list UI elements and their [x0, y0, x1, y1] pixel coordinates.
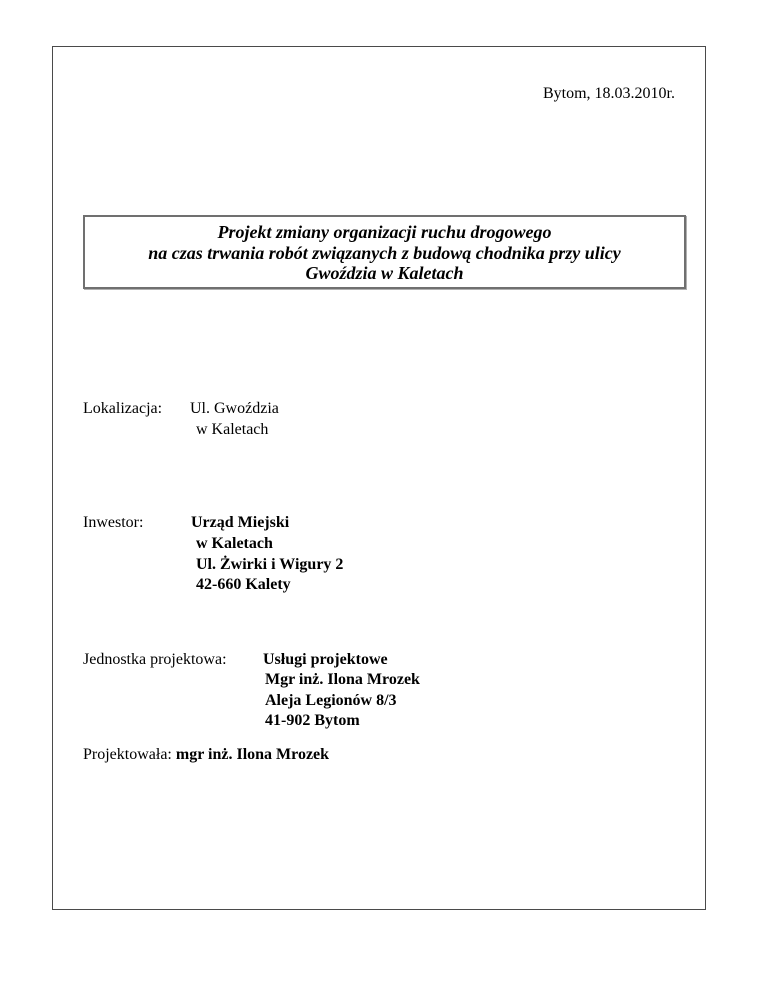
investor-line-3: Ul. Żwirki i Wigury 2 [196, 556, 344, 573]
designer-line [83, 745, 329, 766]
investor-line-4: 42-660 Kalety [196, 576, 291, 593]
design-unit-line-3: Aleja Legionów 8/3 [265, 692, 397, 709]
design-unit-label: Jednostka projektowa: [83, 651, 227, 668]
design-unit-line-2: Mgr inż. Ilona Mrozek [265, 671, 420, 688]
document-date: Bytom, 18.03.2010r. [542, 85, 675, 102]
title-box [83, 215, 686, 289]
location-line-2: w Kaletach [196, 421, 269, 438]
title-line-2: na czas trwania robót związanych z budową chodnika przy ulicy [148, 242, 621, 263]
investor-label: Inwestor: [83, 514, 144, 531]
designer-label: Projektowała: [83, 746, 172, 763]
design-unit-line-1: Usługi projektowe [263, 651, 388, 668]
title-line-1: Projekt zmiany organizacji ruchu drogowego [217, 222, 552, 242]
title-line-3: Gwoździa w Kaletach [305, 263, 464, 283]
page-border [52, 46, 706, 910]
design-unit-line-4: 41-902 Bytom [265, 712, 360, 729]
investor-line-2: w Kaletach [196, 535, 273, 552]
designer-name: mgr inż. Ilona Mrozek [175, 746, 330, 763]
location-line-1: Ul. Gwoździa [190, 400, 279, 417]
location-label: Lokalizacja: [83, 400, 163, 417]
investor-line-1: Urząd Miejski [191, 514, 290, 531]
